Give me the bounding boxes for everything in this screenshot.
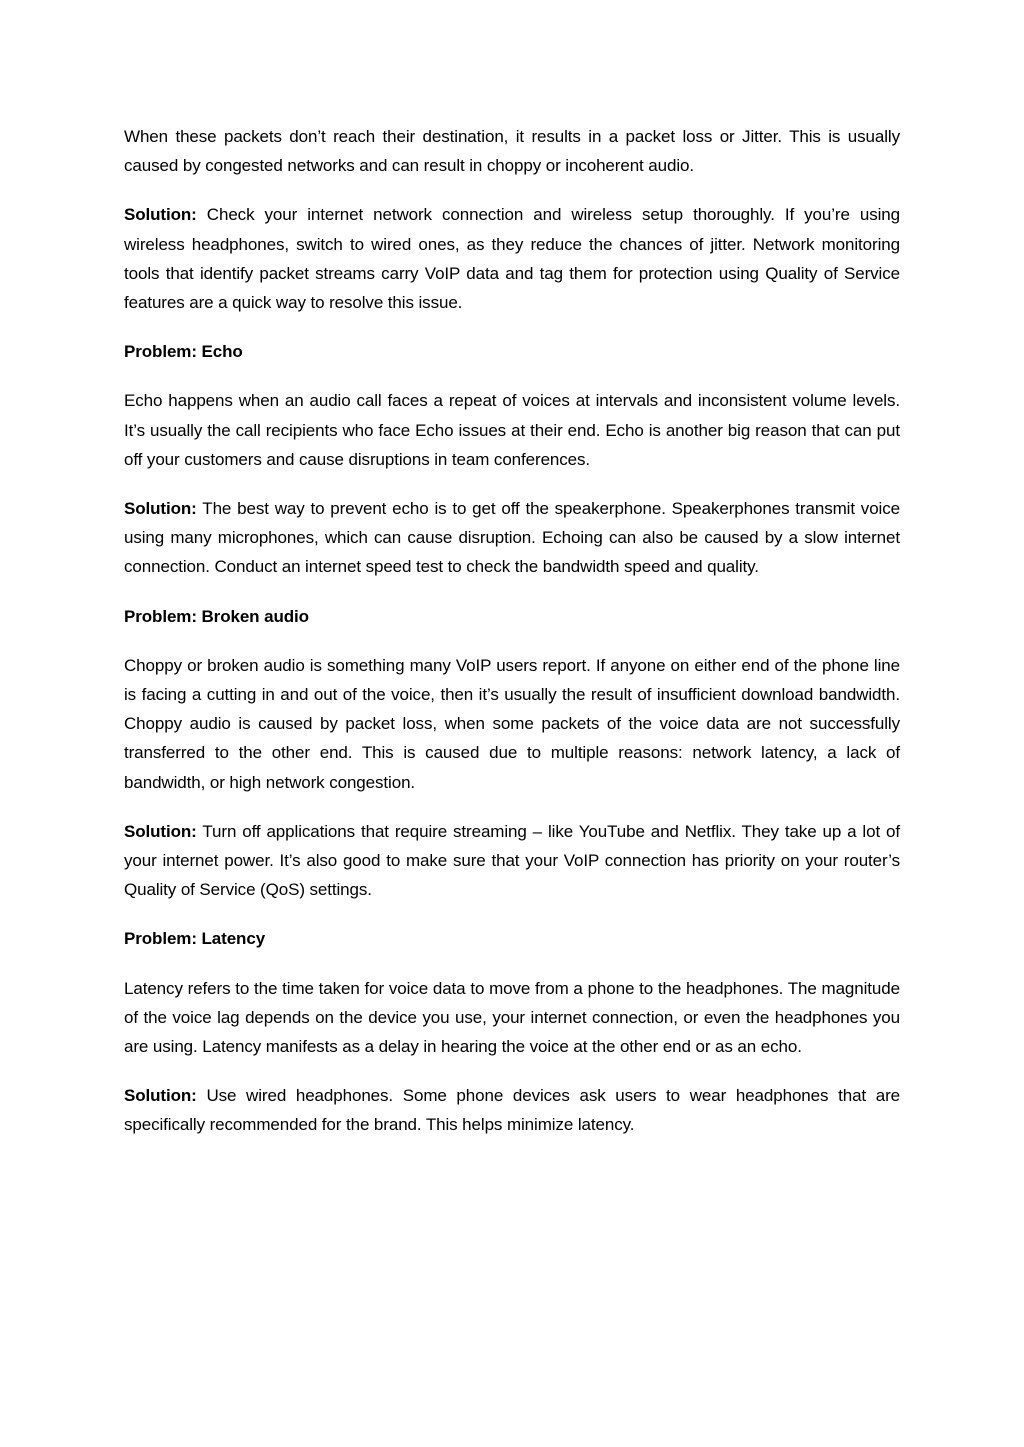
heading-latency: Problem: Latency (124, 929, 266, 949)
solution-text: Use wired headphones. Some phone devices ask users to wear headphones that are specifically recommended for the brand. This helps minimize latency. (124, 1086, 900, 1135)
body-paragraph-broken-audio: Choppy or broken audio is something many VoIP users report. If anyone on either end of the phone line is facing a cutting in and out of the voice, then it’s usually the result of insufficient download bandwidth. Choppy audio is caused by packet loss, when some packets of the voice data are not successfully transferred to the other end. This is caused due to multiple reasons: network latency, a lack of bandwidth, or high network congestion. (124, 655, 900, 792)
solution-text: Turn off applications that require streaming – like YouTube and Netflix. They take up a lot of your internet power. It’s also good to make sure that your VoIP connection has priority on your router’s Quality of Service (QoS) settings. (124, 821, 900, 900)
heading-echo: Problem: Echo (124, 342, 243, 362)
solution-label: Solution: (124, 821, 197, 841)
solution-label: Solution: (124, 1086, 197, 1106)
body-paragraph-latency: Latency refers to the time taken for voice data to move from a phone to the headphones. The magnitude of the voice lag depends on the device you use, your internet connection, or even the headphones you are using. Latency manifests as a delay in hearing the voice at the other end or as an echo. (124, 978, 900, 1057)
solution-paragraph-echo (124, 494, 900, 582)
body-paragraph-echo: Echo happens when an audio call faces a repeat of voices at intervals and inconsistent volume levels. It’s usually the call recipients who face Echo issues at their end. Echo is another big reason that can put off your customers and cause disruptions in team conferences. (124, 391, 900, 469)
intro-paragraph: When these packets don’t reach their destination, it results in a packet loss or Jitter. This is usually caused by congested networks and can result in choppy or incoherent audio. (124, 127, 900, 176)
solution-text: Check your internet network connection and wireless setup thoroughly. If you’re using wireless headphones, switch to wired ones, as they reduce the chances of jitter. Network monitoring tools that identify packet streams carry VoIP data and tag them for protection using Quality of Service features are a quick way to resolve this issue. (124, 205, 900, 313)
solution-label: Solution: (124, 499, 197, 519)
solution-paragraph-jitter (124, 200, 900, 317)
document-page (124, 122, 900, 1160)
solution-label: Solution: (124, 205, 197, 225)
heading-broken-audio: Problem: Broken audio (124, 606, 309, 626)
solution-text: The best way to prevent echo is to get off the speakerphone. Speakerphones transmit voice using many microphones, which can cause disruption. Echoing can also be caused by a slow internet connection. Conduct an internet speed test to check the bandwidth speed and quality. (124, 499, 900, 577)
solution-paragraph-broken-audio (124, 817, 900, 905)
solution-paragraph-latency (124, 1081, 900, 1139)
